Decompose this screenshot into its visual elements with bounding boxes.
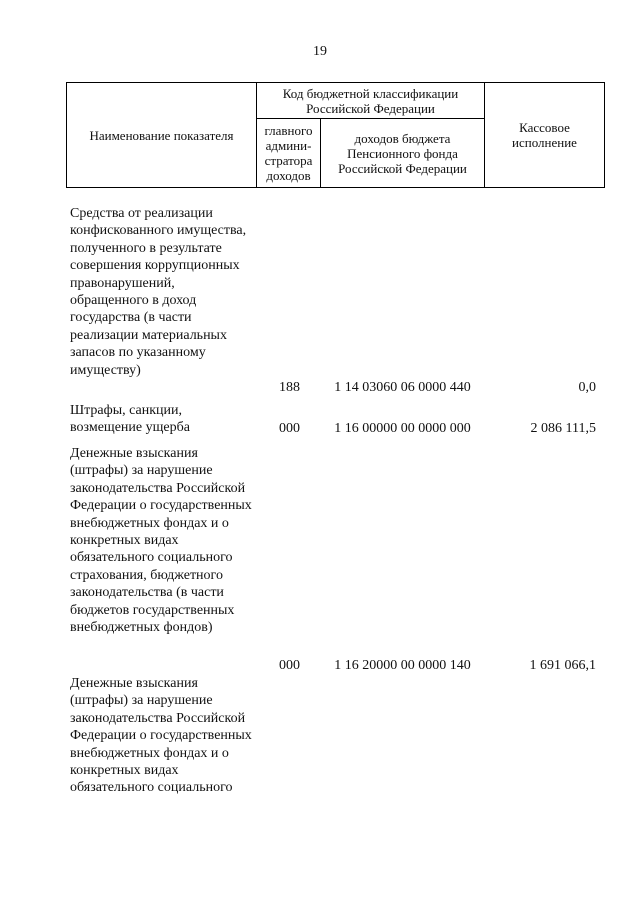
row-name: Штрафы, санкции, возмещение ущерба [70,403,190,436]
row-admin-code: 188 [279,380,300,395]
header-admin-column: главного админи-стратора доходов [257,119,321,188]
row-admin-code: 000 [279,421,300,436]
header-amount-column: Кассовое исполнение [485,83,605,188]
row-classification-code: 1 16 00000 00 0000 000 [334,421,471,436]
row-name: Денежные взыскания (штрафы) за нарушение законодательства Российской Федерации о государственных внебюджетных фондах и о конкретных видах обязательного социального страхования, бюджетного законодательства (в части бюджетов государственных внебюджетных фондов) [70,446,252,636]
row-amount: 0,0 [578,380,596,395]
header-income-column: доходов бюджета Пенсионного фонда Российской Федерации [321,119,485,188]
row-amount: 2 086 111,5 [530,421,596,436]
row-admin-code: 000 [279,658,300,673]
row-amount: 1 691 066,1 [529,658,596,673]
row-name: Средства от реализации конфискованного имущества, полученного в результате совершения коррупционных правонарушений, обращенного в доход государства (в части реализации материальных запасов по указанному имуществу) [70,206,247,378]
table-header [66,82,605,188]
row-classification-code: 1 16 20000 00 0000 140 [334,658,471,673]
row-name: Денежные взыскания (штрафы) за нарушение законодательства Российской Федерации о государственных внебюджетных фондах и о конкретных видах обязательного социального [70,676,252,796]
header-budget-classification-group: Код бюджетной классификации Российской Федерации [257,83,485,119]
header-name-column: Наименование показателя [67,83,257,188]
page-number: 19 [313,44,327,59]
row-classification-code: 1 14 03060 06 0000 440 [334,380,471,395]
